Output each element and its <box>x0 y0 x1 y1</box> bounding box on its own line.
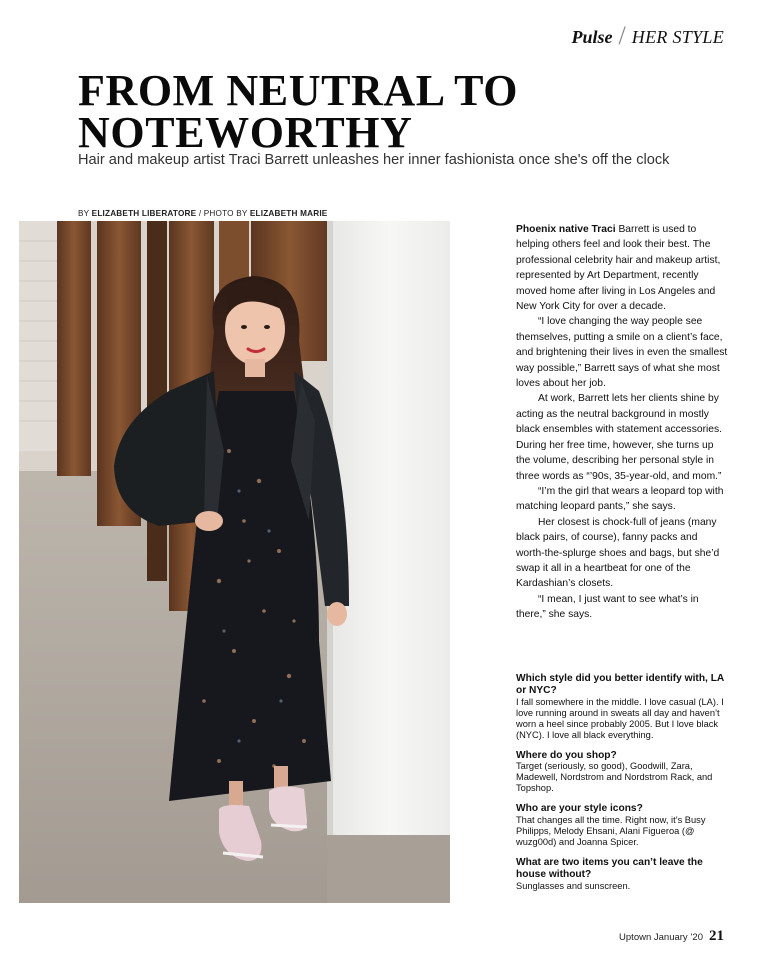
footer-publication: Uptown January ’20 <box>619 932 703 943</box>
byline-author: ELIZABETH LIBERATORE <box>91 209 197 218</box>
qa-question: Which style did you better identify with, LA or NYC? <box>516 673 724 696</box>
lead-in: Phoenix native Traci <box>516 224 616 235</box>
dek-subtitle: Hair and makeup artist Traci Barrett unleashes her inner fashionista once she's off the clock <box>78 152 670 168</box>
byline-photographer: ELIZABETH MARIE <box>249 209 328 218</box>
section-brand: Pulse <box>571 26 613 47</box>
qa-answer: Sunglasses and sunscreen. <box>516 880 631 891</box>
body-paragraph-3: At work, Barrett lets her clients shine by acting as the neutral background in mostly black ensembles with statement accessories. During her free time, however, she turns up the volume, describing her personal style in three words as “’90s, 35-year-old, and mom.” <box>516 393 723 482</box>
qa-sidebar <box>516 673 730 901</box>
qa-answer: That changes all the time. Right now, it’s Busy Philipps, Melody Ehsani, Alani Figueroa (@ wuzg00d) and Joanna Spicer. <box>516 815 706 848</box>
headline-line-1: FROM NEUTRAL TO <box>78 66 519 115</box>
headline-line-2: NOTEWORTHY <box>78 108 413 157</box>
qa-question: Who are your style icons? <box>516 803 643 815</box>
article-body <box>516 222 728 623</box>
page-footer <box>619 928 724 945</box>
page-number: 21 <box>709 928 724 944</box>
qa-question: Where do you shop? <box>516 749 617 761</box>
byline-photo-by: / PHOTO BY <box>196 209 250 218</box>
qa-answer: I fall somewhere in the middle. I love casual (LA). I love running around in sweats all day and haven’t worn a heel since probably 2005. But I love black (NYC). I love all black everything. <box>516 696 724 740</box>
body-paragraph-1: Phoenix native Traci Barrett is used to helping others feel and look their best. The professional celebrity hair and makeup artist, represented by Art Department, recently moved home after living in Los Angeles and New York City for over a decade. <box>516 224 721 313</box>
byline <box>78 209 327 218</box>
qa-answer: Target (seriously, so good), Goodwill, Zara, Madewell, Nordstrom and Nordstrom Rack, and Topshop. <box>516 761 713 794</box>
byline-by: BY <box>78 209 92 218</box>
headline <box>78 66 519 157</box>
section-header <box>572 22 724 52</box>
section-divider: / <box>618 21 626 50</box>
portrait-photo <box>19 221 450 903</box>
body-paragraph-4: “I’m the girl that wears a leopard top with matching leopard pants,” she says. <box>516 485 724 513</box>
qa-item <box>516 857 730 892</box>
qa-item <box>516 803 730 848</box>
body-paragraph-2: “I love changing the way people see themselves, putting a smile on a client’s face, and brightening their lives in even the smallest way possible,” Barrett says of what she most loves about her job. <box>516 316 728 390</box>
body-paragraph-6: “I mean, I just want to see what’s in there,” she says. <box>516 593 699 621</box>
section-name: HER STYLE <box>631 26 724 47</box>
body-paragraph-5: Her closest is chock-full of jeans (many black pairs, of course), fanny packs and worth-the-splurge shoes and bags, but she’d swap it all in a heartbeat for one of the Kardashian’s closets. <box>516 516 720 590</box>
qa-question: What are two items you can’t leave the house without? <box>516 857 703 880</box>
qa-item <box>516 673 730 741</box>
qa-item <box>516 750 730 795</box>
